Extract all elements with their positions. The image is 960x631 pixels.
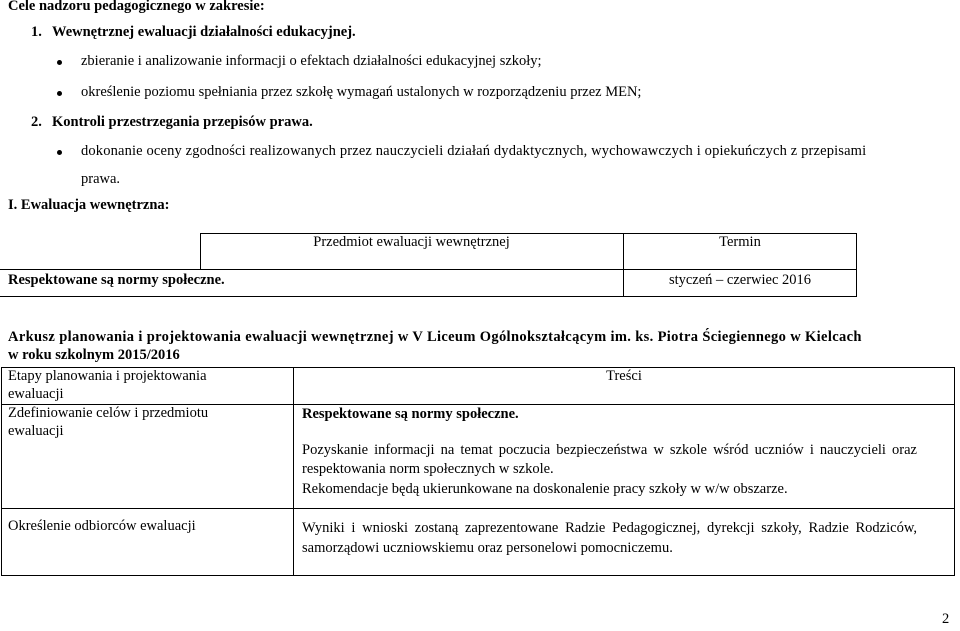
row1-content-para2: Rekomendacje będą ukierunkowane na doskonalenie pracy szkoły w w/w obszarze. (302, 481, 788, 497)
row2-content: Wyniki i wnioski zostaną zaprezentowane Radzie Pedagogicznej, dyrekcji szkoły, Radzie Rodziców, samorządowi uczniowskiemu oraz personelowi pomocniczemu. (302, 520, 917, 556)
bullet-icon (57, 60, 62, 65)
bullet-icon (57, 91, 62, 96)
table-border (1, 575, 955, 576)
row1-stage-line1: Zdefiniowanie celów i przedmiotu (8, 405, 209, 421)
header-stage-line2: ewaluacji (8, 386, 64, 402)
page-number: 2 (942, 611, 950, 627)
arkusz-title-line2: w roku szkolnym 2015/2016 (8, 347, 180, 363)
row1-content-title: Respektowane są normy społeczne. (302, 406, 519, 422)
section2-bullet-line1: dokonanie oceny zgodności realizowanych przez nauczycieli działań dydaktycznych, wychowawczych i opiekuńczych z przepisami (81, 143, 867, 159)
row2-stage: Określenie odbiorców ewaluacji (8, 518, 196, 534)
section1-title: Wewnętrznej ewaluacji działalności edukacyjnej. (52, 24, 356, 40)
section2-bullet-line2: prawa. (81, 171, 121, 187)
section1-bullet-2: określenie poziomu spełniania przez szkołę wymagań ustalonych w rozporządzeniu przez MEN; (81, 84, 642, 100)
table-border (1, 367, 2, 576)
column-header-term: Termin (719, 234, 761, 250)
section1-number: 1. (31, 24, 42, 40)
table-border (0, 296, 857, 297)
ewaluacja-heading: I. Ewaluacja wewnętrzna: (8, 197, 170, 213)
header-stage-line1: Etapy planowania i projektowania (8, 368, 207, 384)
row1-stage-line2: ewaluacji (8, 423, 64, 439)
table-border (293, 367, 294, 576)
page-heading: Cele nadzoru pedagogicznego w zakresie: (8, 0, 265, 14)
table-border (0, 269, 857, 270)
table-cell-subject: Respektowane są normy społeczne. (8, 272, 225, 288)
column-header-subject: Przedmiot ewaluacji wewnętrznej (313, 234, 510, 250)
table-border (856, 233, 857, 297)
row1-content-para1: Pozyskanie informacji na temat poczucia bezpieczeństwa w szkole wśród uczniów i nauczycieli oraz respektowania norm społecznych w szkole. (302, 442, 917, 477)
table-cell-term: styczeń – czerwiec 2016 (668, 272, 812, 288)
arkusz-title-line1: Arkusz planowania i projektowania ewaluacji wewnętrznej w V Liceum Ogólnokształcącym im. ks. Piotra Ściegiennego w Kielcach (8, 329, 862, 345)
section2-title: Kontroli przestrzegania przepisów prawa. (52, 114, 313, 130)
table-border (1, 508, 955, 509)
section2-number: 2. (31, 114, 42, 130)
header-content: Treści (606, 368, 642, 384)
bullet-icon (57, 150, 62, 155)
table-border (954, 367, 955, 576)
section1-bullet-1: zbieranie i analizowanie informacji o efektach działalności edukacyjnej szkoły; (81, 53, 542, 69)
